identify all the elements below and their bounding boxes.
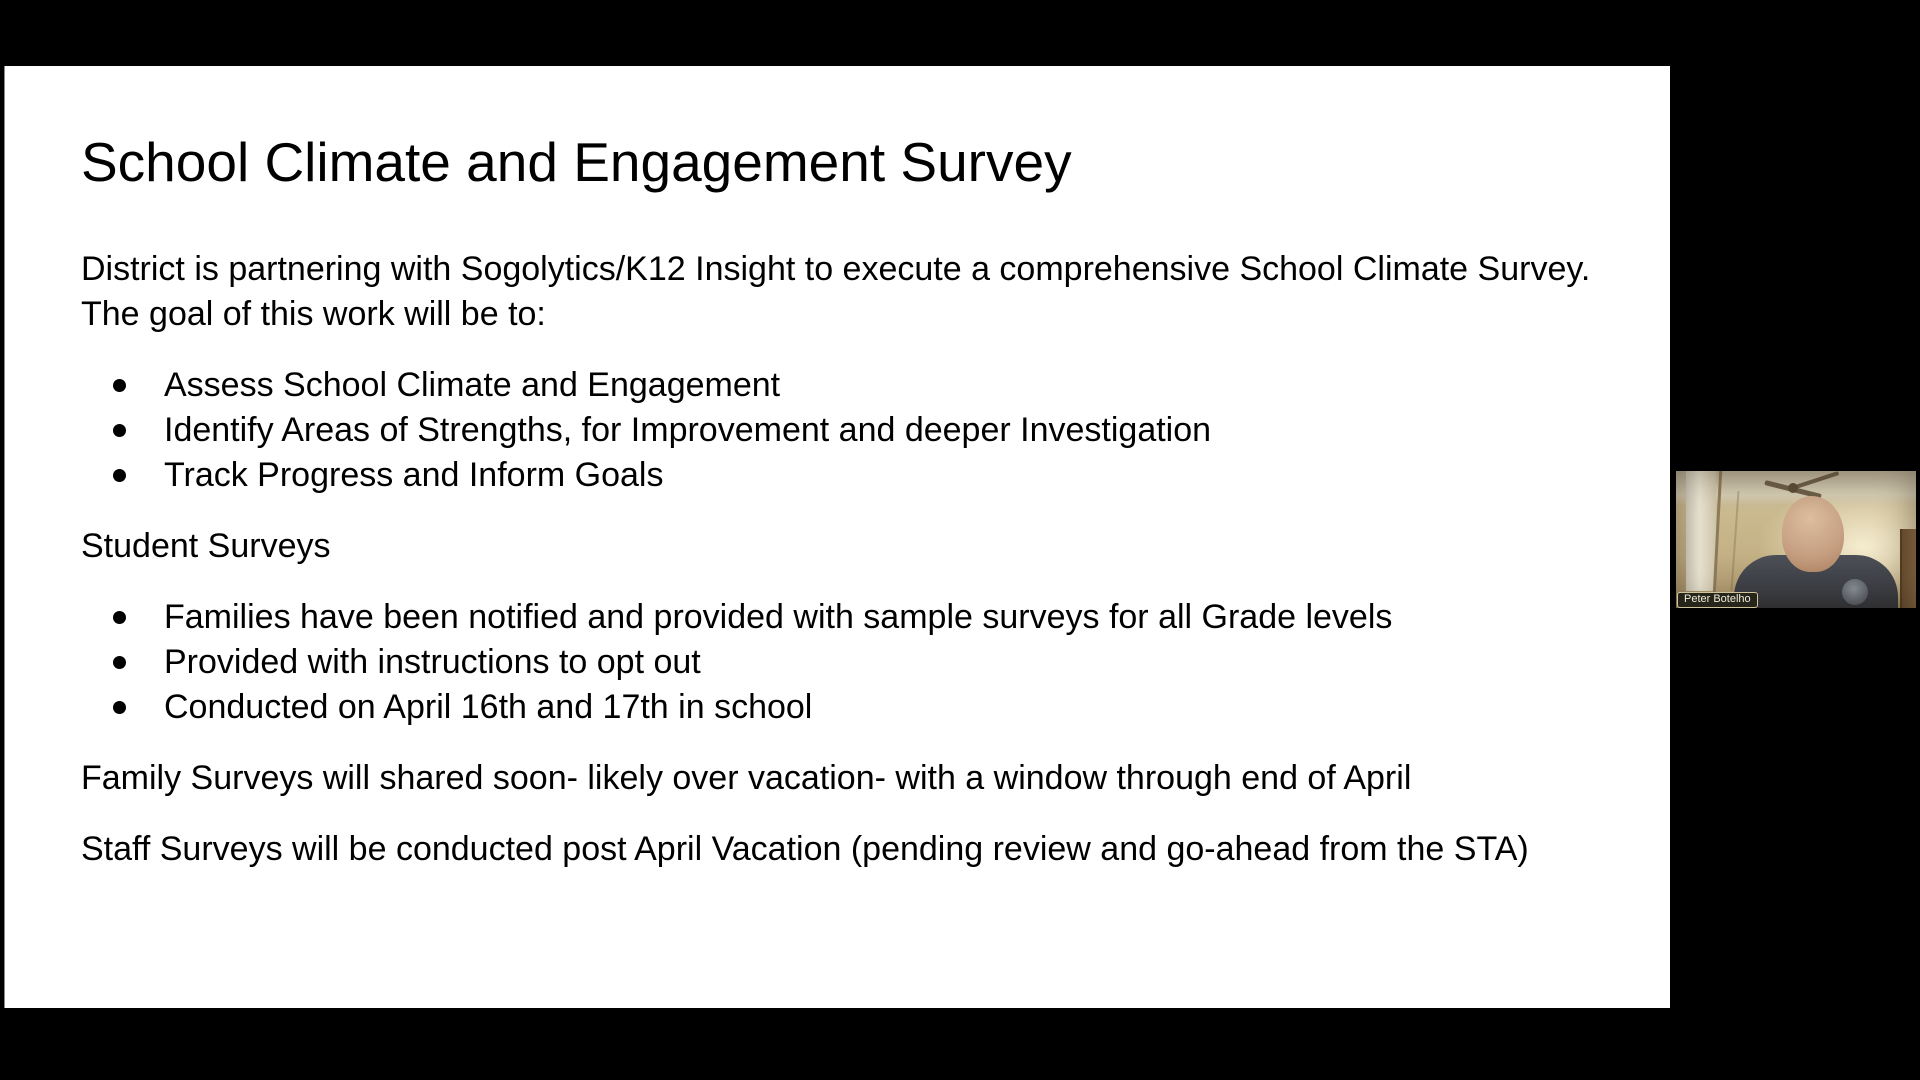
bullet-item: Conducted on April 16th and 17th in school [81, 685, 1594, 730]
bullet-item: Families have been notified and provided with sample surveys for all Grade levels [81, 595, 1594, 640]
participant-name-badge: Peter Botelho [1677, 592, 1758, 608]
participant-video-tile[interactable] [1676, 471, 1916, 608]
bullet-item: Assess School Climate and Engagement [81, 363, 1594, 408]
slide-intro-paragraph: District is partnering with Sogolytics/K12 Insight to execute a comprehensive School Climate Survey. The goal of this work will be to: [81, 250, 1609, 333]
goals-bullet-list [81, 363, 1594, 498]
student-surveys-bullet-list [81, 595, 1594, 730]
family-surveys-note: Family Surveys will shared soon- likely over vacation- with a window through end of April [81, 759, 1412, 797]
bullet-item: Provided with instructions to opt out [81, 640, 1594, 685]
bullet-item: Track Progress and Inform Goals [81, 453, 1594, 498]
student-surveys-heading: Student Surveys [81, 527, 331, 565]
presentation-slide [4, 66, 1670, 1008]
bullet-item: Identify Areas of Strengths, for Improvement and deeper Investigation [81, 408, 1594, 453]
slide-title: School Climate and Engagement Survey [81, 131, 1072, 193]
staff-surveys-note: Staff Surveys will be conducted post April Vacation (pending review and go-ahead from the STA) [81, 830, 1529, 868]
webcam-vignette [1676, 471, 1916, 608]
